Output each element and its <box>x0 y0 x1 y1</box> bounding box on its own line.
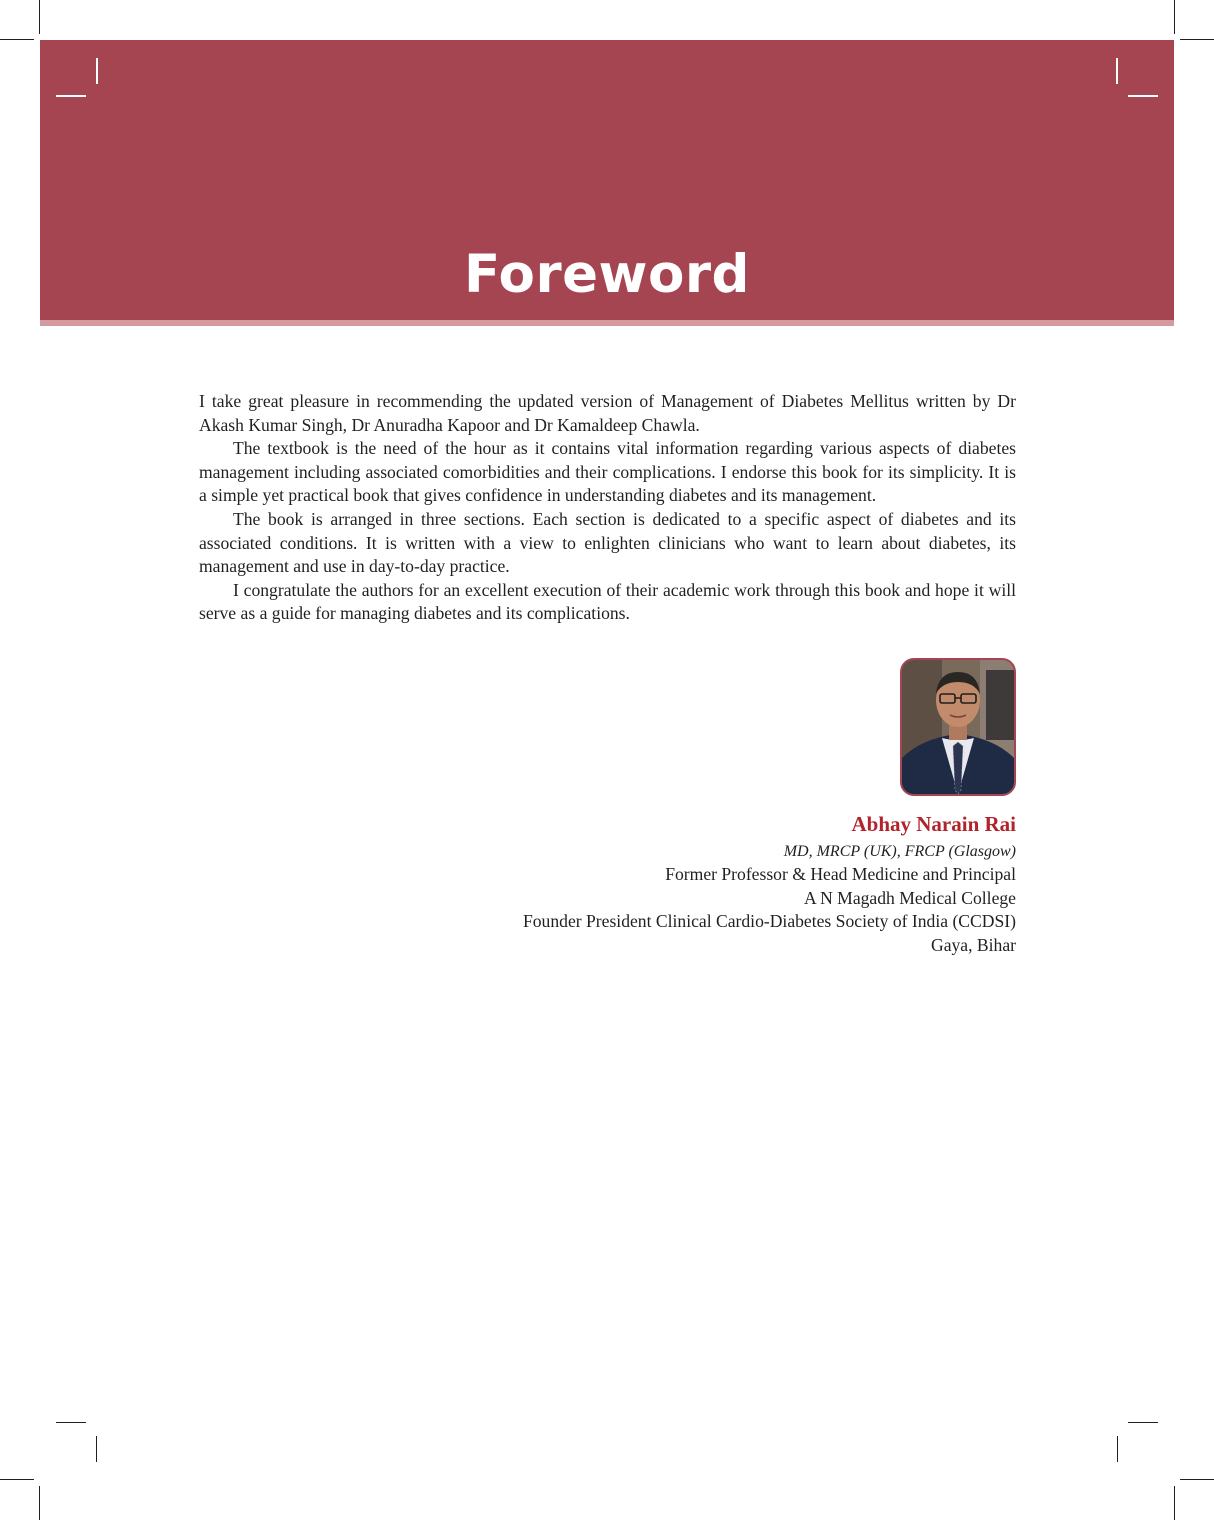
author-name: Abhay Narain Rai <box>851 812 1016 836</box>
author-title-line: Founder President Clinical Cardio-Diabetes Society of India (CCDSI) <box>522 911 1016 932</box>
crop-mark <box>1180 39 1214 40</box>
author-location: Gaya, Bihar <box>930 934 1016 955</box>
author-title-line: Former Professor & Head Medicine and Principal <box>665 864 1016 884</box>
crop-mark <box>1180 1479 1214 1480</box>
trim-mark <box>56 95 86 97</box>
author-portrait-illustration <box>902 660 1014 794</box>
paragraph: The textbook is the need of the hour as it contains vital information regarding various aspects of diabetes management including associated comorbidities and their complications. I endorse this book for its simplicity. It is a simple yet practical book that gives confidence in understanding diabetes and its management. <box>199 438 1016 506</box>
author-title-line: A N Magadh Medical College <box>803 887 1016 908</box>
crop-mark <box>1174 1486 1175 1520</box>
crop-mark <box>39 1486 40 1520</box>
header-banner-strip <box>40 320 1174 326</box>
crop-mark <box>39 0 40 34</box>
paragraph: The book is arranged in three sections. Each section is dedicated to a specific aspect of diabetes and its associated conditions. It is written with a view to enlighten clinicians who want to learn about diabetes, its management and use in day-to-day practice. <box>199 508 1016 577</box>
paragraph: I congratulate the authors for an excellent execution of their academic work through this book and hope it will serve as a guide for managing diabetes and its complications. <box>199 579 1016 624</box>
foreword-body <box>199 390 1016 626</box>
trim-mark <box>96 1436 97 1462</box>
crop-mark <box>0 39 34 40</box>
signature-block <box>523 810 1016 957</box>
trim-mark <box>96 58 98 84</box>
paragraph: I take great pleasure in recommending the updated version of Management of Diabetes Mellitus written by Dr Akash Kumar Singh, Dr Anuradha Kapoor and Dr Kamaldeep Chawla. <box>199 391 1016 435</box>
trim-mark <box>56 1422 86 1423</box>
author-photo <box>900 658 1016 796</box>
page-title: Foreword <box>463 244 750 305</box>
crop-mark <box>0 1479 34 1480</box>
author-credentials: MD, MRCP (UK), FRCP (Glasgow) <box>783 843 1016 860</box>
crop-mark <box>1174 0 1175 34</box>
trim-mark <box>1117 1436 1118 1462</box>
trim-mark <box>1116 58 1118 84</box>
trim-mark <box>1128 1422 1158 1423</box>
trim-mark <box>1128 95 1158 97</box>
